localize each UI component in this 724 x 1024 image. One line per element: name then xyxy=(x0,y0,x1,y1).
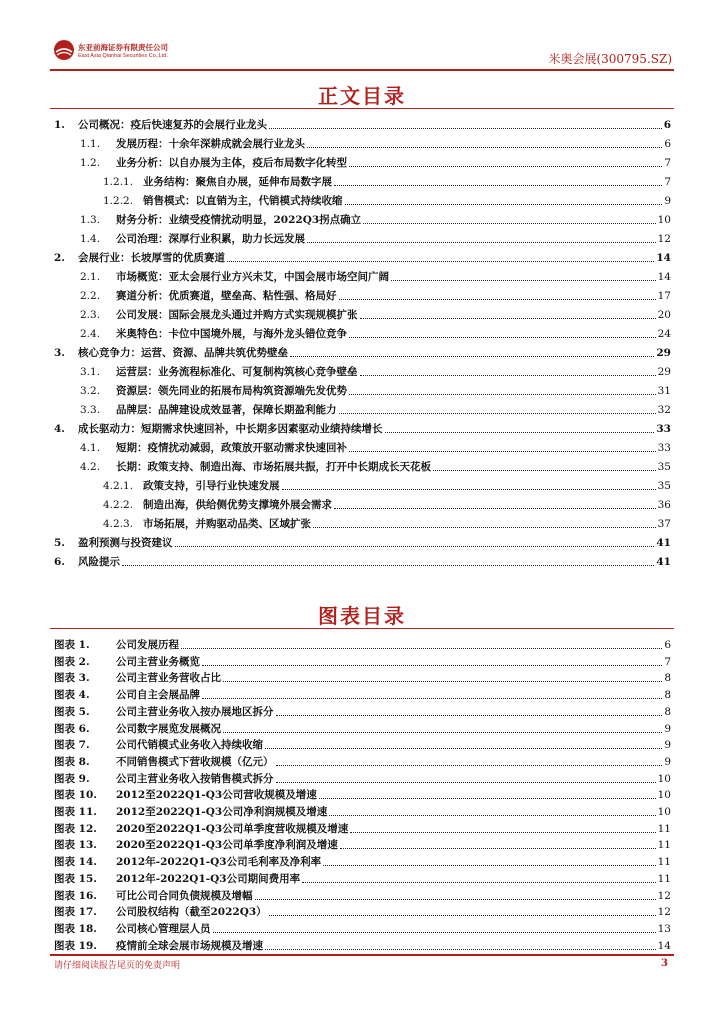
toc-entry-title: 运营层：业务流程标准化、可复制构筑核心竞争壁垒 xyxy=(116,366,358,378)
figure-entry-title: 公司主营业务概览 xyxy=(116,655,200,668)
toc-entry-page: 29 xyxy=(656,347,671,359)
toc-entry-title: 短期：疫情扰动减弱，政策放开驱动需求快速回补 xyxy=(116,442,347,454)
toc-entry-page: 37 xyxy=(657,518,671,530)
figure-entry[interactable] xyxy=(54,885,671,903)
dot-leader xyxy=(276,765,663,766)
figure-entry[interactable] xyxy=(54,634,671,652)
toc-entry-number: 1.2.2. xyxy=(103,195,134,207)
figure-entry[interactable] xyxy=(54,684,671,702)
toc-entry-page: 24 xyxy=(657,328,671,340)
dot-leader xyxy=(307,242,656,243)
toc-entry-title: 会展行业：长坡厚雪的优质赛道 xyxy=(78,252,225,264)
dot-leader xyxy=(319,798,656,799)
toc-entry-title: 市场拓展，并购驱动品类、区域扩张 xyxy=(143,518,311,530)
figure-entry-number: 图表 9. xyxy=(54,772,90,785)
figure-entry[interactable] xyxy=(54,818,671,836)
figure-entry[interactable] xyxy=(54,751,671,769)
figure-entry-title: 公司主营业务收入按办展地区拆分 xyxy=(116,705,274,718)
figure-entry-page: 7 xyxy=(664,655,671,668)
figure-entry-page: 9 xyxy=(664,739,671,752)
dot-leader xyxy=(391,280,656,281)
figure-entry-title: 2020至2022Q1-Q3公司单季度营收规模及增速 xyxy=(116,822,349,835)
figure-entry-number: 图表 3. xyxy=(54,672,90,685)
dot-leader xyxy=(313,527,656,528)
toc-entry[interactable] xyxy=(103,513,671,531)
figure-entry-number: 图表 10. xyxy=(54,789,97,802)
toc-entry-number: 6. xyxy=(54,556,65,568)
figure-entry-number: 图表 5. xyxy=(54,705,90,718)
toc-entry-title: 盈利预测与投资建议 xyxy=(78,537,173,549)
toc-entry-number: 3. xyxy=(54,347,65,359)
dot-leader xyxy=(323,865,656,866)
figure-entry-number: 图表 13. xyxy=(54,839,97,852)
toc-entry-page: 41 xyxy=(656,537,671,549)
toc-entry-number: 4. xyxy=(54,423,65,435)
toc-entry-title: 赛道分析：优质赛道，壁垒高、粘性强、格局好 xyxy=(116,290,337,302)
figure-entry-title: 疫情前全球会展市场规模及增速 xyxy=(116,939,263,952)
toc-entry-title: 销售模式：以直销为主，代销模式持续收缩 xyxy=(143,195,343,207)
toc-entry[interactable] xyxy=(80,323,671,341)
figure-entry-page: 12 xyxy=(657,889,671,902)
toc-entry-number: 4.1. xyxy=(80,442,101,454)
figure-entry-number: 图表 17. xyxy=(54,906,97,919)
toc-entry-title: 制造出海，供给侧优势支撑境外展会需求 xyxy=(143,499,332,511)
dot-leader xyxy=(227,261,654,262)
dot-leader xyxy=(255,899,656,900)
figure-entry[interactable] xyxy=(54,918,671,936)
toc-entry[interactable] xyxy=(54,114,671,132)
toc-entry-title: 公司概况：疫后快速复苏的会展行业龙头 xyxy=(78,119,267,131)
figure-entry-title: 公司核心管理层人员 xyxy=(116,922,211,935)
toc-entry-number: 1.2.1. xyxy=(103,176,134,188)
toc-entry-page: 33 xyxy=(657,442,671,454)
dot-leader xyxy=(202,665,662,666)
toc-title: 正文目录 xyxy=(318,84,406,108)
toc-entry[interactable] xyxy=(103,190,671,208)
figure-entry-number: 图表 19. xyxy=(54,939,97,952)
dot-leader xyxy=(223,732,662,733)
dot-leader xyxy=(302,882,656,883)
toc-entry-title: 风险提示 xyxy=(78,556,120,568)
dot-leader xyxy=(334,508,656,509)
toc-entry-number: 1.2. xyxy=(80,157,101,169)
toc-entry-number: 3.2. xyxy=(80,385,101,397)
toc-entry-page: 14 xyxy=(656,252,671,264)
toc-entry[interactable] xyxy=(54,418,671,436)
figure-entry-number: 图表 8. xyxy=(54,755,90,768)
figure-entry[interactable] xyxy=(54,851,671,869)
dot-leader xyxy=(175,546,655,547)
dot-leader xyxy=(202,698,662,699)
figure-entry[interactable] xyxy=(54,784,671,802)
dot-leader xyxy=(269,128,662,129)
dot-leader xyxy=(350,832,655,833)
toc-entry[interactable] xyxy=(80,266,671,284)
toc-entry[interactable] xyxy=(80,285,671,303)
figure-entry-title: 可比公司合同负债规模及增幅 xyxy=(116,889,253,902)
toc-entry-page: 35 xyxy=(657,480,671,492)
toc-entry-title: 政策支持，引导行业快速发展 xyxy=(143,480,280,492)
toc-entry[interactable] xyxy=(54,247,671,265)
dot-leader xyxy=(265,748,662,749)
toc-entry-page: 12 xyxy=(657,233,671,245)
dot-leader xyxy=(349,166,662,167)
figure-entry-page: 14 xyxy=(657,939,671,952)
toc-entry-number: 4.2.3. xyxy=(103,518,134,530)
dot-leader xyxy=(340,848,656,849)
figure-entry[interactable] xyxy=(54,768,671,786)
toc-entry-number: 3.1. xyxy=(80,366,101,378)
figure-entry[interactable] xyxy=(54,651,671,669)
figure-entry-title: 2020至2022Q1-Q3公司单季度净利润及增速 xyxy=(116,839,338,852)
toc-entry-page: 33 xyxy=(656,423,671,435)
figure-entry-number: 图表 18. xyxy=(54,922,97,935)
figure-entry[interactable] xyxy=(54,667,671,685)
page-header xyxy=(0,0,724,72)
dot-leader xyxy=(265,949,656,950)
figure-entry-number: 图表 1. xyxy=(54,639,90,651)
toc-entry-title: 财务分析：业绩受疫情扰动明显，2022Q3拐点确立 xyxy=(116,214,362,226)
toc-entry-title: 核心竞争力：运营、资源、品牌共筑优势壁垒 xyxy=(78,347,288,359)
toc-entry-title: 业务分析：以自办展为主体，疫后布局数字化转型 xyxy=(116,157,347,169)
dot-leader xyxy=(334,185,662,186)
dot-leader xyxy=(349,337,656,338)
toc-entry-page: 32 xyxy=(657,404,671,416)
toc-entry-page: 9 xyxy=(664,195,671,207)
toc-entry[interactable] xyxy=(80,133,671,151)
dot-leader xyxy=(363,223,655,224)
toc-entry-title: 业务结构：聚焦自办展，延伸布局数字展 xyxy=(143,176,332,188)
toc-entry-number: 4.2. xyxy=(80,461,101,473)
toc-entry-page: 36 xyxy=(657,499,671,511)
figure-entry[interactable] xyxy=(54,868,671,886)
figure-entry-page: 11 xyxy=(657,839,671,852)
figure-entry-page: 8 xyxy=(664,689,671,702)
toc-entry[interactable] xyxy=(80,437,671,455)
figure-entry-title: 2012至2022Q1-Q3公司净利润规模及增速 xyxy=(116,806,328,818)
dot-leader xyxy=(349,394,656,395)
toc-entry-page: 41 xyxy=(656,556,671,568)
company-name-en: East Asia Qianhai Securities Co.,Ltd. xyxy=(78,53,168,59)
toc-entry-number: 1. xyxy=(54,119,65,131)
toc-entry-title: 市场概览：亚太会展行业方兴未艾，中国会展市场空间广阔 xyxy=(116,271,389,283)
figure-entry[interactable] xyxy=(54,701,671,719)
figure-entry-title: 公司主营业务收入按销售模式拆分 xyxy=(116,772,274,785)
figure-entry-number: 图表 11. xyxy=(54,806,97,818)
figure-entry-page: 13 xyxy=(657,922,671,935)
figure-entry-page: 9 xyxy=(664,722,671,735)
dot-leader xyxy=(276,782,656,783)
toc-entry-number: 1.3. xyxy=(80,214,101,226)
dot-leader xyxy=(339,413,656,414)
toc-entry-number: 4.2.2. xyxy=(103,499,134,511)
toc-entry-page: 14 xyxy=(657,271,671,283)
figure-entry-page: 12 xyxy=(657,906,671,919)
toc-entry-title: 公司治理：深厚行业积累，助力长远发展 xyxy=(116,233,305,245)
toc-entry-title: 成长驱动力：短期需求快速回补，中长期多因素驱动业绩持续增长 xyxy=(78,423,383,435)
figure-entry[interactable] xyxy=(54,734,671,752)
toc-entry[interactable] xyxy=(80,456,671,474)
toc-entry[interactable] xyxy=(103,171,671,189)
stock-label: 米奥会展(300795.SZ) xyxy=(548,52,672,66)
figure-entry-number: 图表 16. xyxy=(54,889,97,902)
figure-entry-page: 11 xyxy=(657,856,671,869)
dot-leader xyxy=(282,489,656,490)
footer-divider xyxy=(50,954,674,956)
figure-entry-page: 11 xyxy=(657,822,671,835)
toc-entry-page: 10 xyxy=(657,214,671,226)
toc-entry-title: 公司发展：国际会展龙头通过并购方式实现规模扩张 xyxy=(116,309,358,321)
toc-entry-page: 20 xyxy=(657,309,671,321)
toc-title-divider xyxy=(50,108,674,109)
figure-entry[interactable] xyxy=(54,935,671,953)
toc-entry[interactable] xyxy=(103,494,671,512)
figure-entry[interactable] xyxy=(54,834,671,852)
figure-entry-number: 图表 4. xyxy=(54,689,90,702)
figure-entry-page: 8 xyxy=(664,705,671,718)
toc-entry[interactable] xyxy=(80,399,671,417)
figure-entry-number: 图表 6. xyxy=(54,722,90,735)
header-divider xyxy=(50,69,674,71)
company-name-cn: 东亚前海证券有限责任公司 xyxy=(78,43,168,52)
figure-entry-page: 9 xyxy=(664,755,671,768)
footer-disclaimer: 请仔细阅读报告尾页的免责声明 xyxy=(54,961,181,971)
figure-entry-page: 11 xyxy=(657,872,671,885)
toc-entry[interactable] xyxy=(103,475,671,493)
toc-entry-title: 长期：政策支持、制造出海、市场拓展共振，打开中长期成长天花板 xyxy=(116,461,431,473)
figure-entry[interactable] xyxy=(54,901,671,919)
toc-entry-page: 31 xyxy=(657,385,671,397)
toc-entry-number: 3.3. xyxy=(80,404,101,416)
figure-entry-title: 2012至2022Q1-Q3公司营收规模及增速 xyxy=(116,789,317,802)
figure-entry[interactable] xyxy=(54,718,671,736)
figure-entry[interactable] xyxy=(54,801,671,819)
toc-entry-title: 米奥特色：卡位中国境外展，与海外龙头错位竞争 xyxy=(116,328,347,340)
toc-entry[interactable] xyxy=(80,152,671,170)
figure-entry-title: 2012年-2022Q1-Q3公司期间费用率 xyxy=(116,872,301,885)
dot-leader xyxy=(181,648,662,649)
dot-leader xyxy=(329,815,655,816)
toc-entry-number: 2.4. xyxy=(80,328,101,340)
toc-entry[interactable] xyxy=(80,361,671,379)
dot-leader xyxy=(276,715,663,716)
page-number: 3 xyxy=(661,958,668,969)
toc-entry[interactable] xyxy=(80,304,671,322)
toc-entry-number: 2.3. xyxy=(80,309,101,321)
toc-entry-page: 35 xyxy=(657,461,671,473)
toc-entry-number: 1.1. xyxy=(80,138,101,150)
toc-entry-number: 2.1. xyxy=(80,271,101,283)
toc-entry-page: 6 xyxy=(664,138,671,150)
toc-entry-number: 4.2.1. xyxy=(103,480,134,492)
toc-entry[interactable] xyxy=(80,228,671,246)
dot-leader xyxy=(345,204,663,205)
figure-entry-number: 图表 7. xyxy=(54,739,90,752)
figure-entry-page: 6 xyxy=(664,639,671,651)
toc-entry-number: 2.2. xyxy=(80,290,101,302)
figure-entry-title: 不同销售模式下营收规模（亿元） xyxy=(116,755,274,768)
dot-leader xyxy=(360,318,656,319)
figure-entry-number: 图表 2. xyxy=(54,655,90,668)
toc-entry[interactable] xyxy=(54,532,671,550)
figure-entry-number: 图表 15. xyxy=(54,872,97,885)
toc-entry-number: 1.4. xyxy=(80,233,101,245)
toc-entry[interactable] xyxy=(80,209,671,227)
figure-entry-page: 8 xyxy=(664,672,671,685)
toc-entry-title: 品牌层：品牌建设成效显著，保障长期盈利能力 xyxy=(116,404,337,416)
toc-entry-title: 资源层：领先同业的拓展布局构筑资源端先发优势 xyxy=(116,385,347,397)
figures-title-divider xyxy=(50,628,674,629)
figures-title: 图表目录 xyxy=(318,604,406,628)
toc-entry-title: 发展历程：十余年深耕成就会展行业龙头 xyxy=(116,138,305,150)
toc-entry-number: 2. xyxy=(54,252,65,264)
figure-entry-page: 10 xyxy=(657,772,671,785)
figure-entry-number: 图表 14. xyxy=(54,856,97,869)
dot-leader xyxy=(269,915,656,916)
toc-entry-page: 7 xyxy=(664,157,671,169)
toc-entry-page: 6 xyxy=(663,119,671,131)
dot-leader xyxy=(307,147,662,148)
company-logo-icon xyxy=(52,38,76,62)
figure-entry-title: 公司自主会展品牌 xyxy=(116,689,200,702)
toc-entry[interactable] xyxy=(80,380,671,398)
toc-entry-page: 7 xyxy=(664,176,671,188)
dot-leader xyxy=(223,681,662,682)
figure-entry-title: 2012年-2022Q1-Q3公司毛利率及净利率 xyxy=(116,856,322,869)
figure-entry-number: 图表 12. xyxy=(54,822,97,835)
figure-entry-title: 公司代销模式业务收入持续收缩 xyxy=(116,739,263,752)
figure-entry-title: 公司发展历程 xyxy=(116,639,179,651)
dot-leader xyxy=(349,451,656,452)
figure-entry-page: 10 xyxy=(657,789,671,802)
dot-leader xyxy=(360,375,656,376)
dot-leader xyxy=(290,356,654,357)
toc-entry-page: 17 xyxy=(657,290,671,302)
dot-leader xyxy=(122,565,654,566)
figure-entry-title: 公司主营业务营收占比 xyxy=(116,672,221,685)
dot-leader xyxy=(385,432,655,433)
dot-leader xyxy=(433,470,656,471)
dot-leader xyxy=(213,932,656,933)
figure-entry-title: 公司数字展览发展概况 xyxy=(116,722,221,735)
toc-entry-number: 5. xyxy=(54,537,65,549)
dot-leader xyxy=(339,299,656,300)
figure-entry-page: 10 xyxy=(657,806,671,818)
toc-entry[interactable] xyxy=(54,342,671,360)
toc-entry-page: 29 xyxy=(657,366,671,378)
figure-entry-title: 公司股权结构（截至2022Q3） xyxy=(116,906,267,919)
toc-entry[interactable] xyxy=(54,551,671,569)
